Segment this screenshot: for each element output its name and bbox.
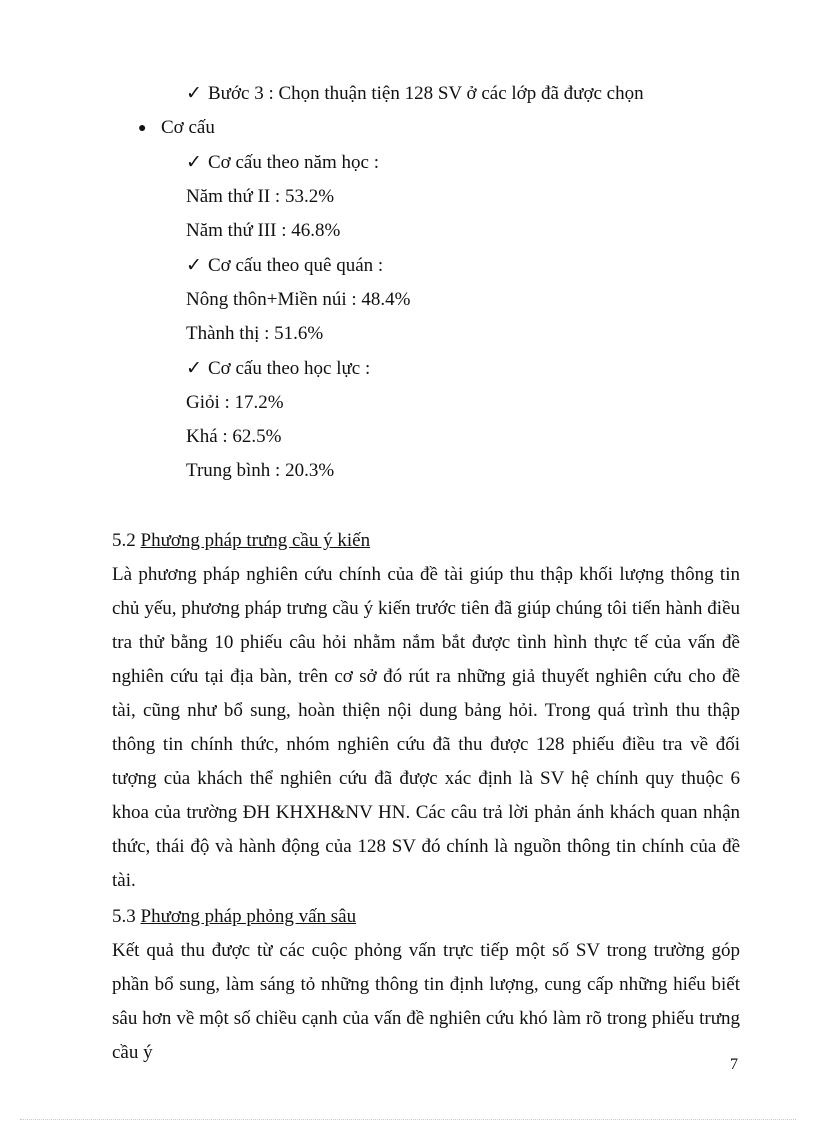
checkmark-icon: ✓ (186, 152, 202, 173)
by-grade-label-line (186, 357, 370, 381)
section-5-3-title: Phương pháp phỏng vấn sâu (140, 906, 357, 927)
by-grade-item: Trung bình : 20.3% (186, 460, 335, 481)
by-hometown-item: Nông thôn+Miền núi : 48.4% (186, 289, 411, 310)
by-grade-item: Giỏi : 17.2% (186, 392, 284, 413)
section-5-2-body: Là phương pháp nghiên cứu chính của đề tài giúp thu thập khối lượng thông tin chủ yếu, phương pháp trưng cầu ý kiến trước tiên đã giúp chúng tôi tiến hành điều tra thử bằng 10 phiếu câu hỏi nhằm nắm bắt được tình hình thực tế của vấn đề nghiên cứu tại địa bàn, trên cơ sở đó rút ra những giả thuyết nghiên cứu cho đề tài, cũng như bổ sung, hoàn thiện nội dung bảng hỏi. Trong quá trình thu thập thông tin chính thức, nhóm nghiên cứu đã thu được 128 phiếu điều tra về đối tượng của khách thể nghiên cứu đã được xác định là SV hệ chính quy thuộc 6 khoa của trường ĐH KHXH&NV HN. Các câu trả lời phản ánh khách quan nhận thức, thái độ và hành động của 128 SV đó chính là nguồn thông tin chính của đề tài. (112, 564, 740, 891)
bullet-icon: ● (138, 121, 147, 136)
by-year-item: Năm thứ II : 53.2% (186, 186, 335, 207)
section-5-3-heading (112, 905, 356, 929)
by-year-label-line (186, 151, 379, 175)
by-grade-label: Cơ cấu theo học lực : (208, 358, 371, 379)
step-3-line (186, 82, 644, 106)
page-number: 7 (730, 1056, 738, 1073)
section-5-2-heading (112, 529, 370, 553)
section-5-2-title: Phương pháp trưng cầu ý kiến (140, 530, 371, 551)
checkmark-icon: ✓ (186, 358, 202, 379)
structure-heading: Cơ cấu (161, 117, 215, 138)
by-grade-item: Khá : 62.5% (186, 426, 282, 447)
by-hometown-label-line (186, 254, 383, 278)
step-3-text: Bước 3 : Chọn thuận tiện 128 SV ở các lớp đã được chọn (208, 83, 644, 104)
section-5-2-number: 5.2 (112, 530, 136, 551)
section-5-3-body: Kết quả thu được từ các cuộc phỏng vấn trực tiếp một số SV trong trường góp phần bổ sung, làm sáng tỏ những thông tin định lượng, cung cấp những hiểu biết sâu hơn về một số chiều cạnh của vấn đề nghiên cứu khó làm rõ trong phiếu trưng cầu ý (112, 940, 740, 1063)
by-year-label: Cơ cấu theo năm học : (208, 152, 379, 173)
checkmark-icon: ✓ (186, 255, 202, 276)
page-bottom-divider (20, 1119, 796, 1120)
by-hometown-item: Thành thị : 51.6% (186, 323, 324, 344)
by-hometown-label: Cơ cấu theo quê quán : (208, 255, 384, 276)
section-5-3-number: 5.3 (112, 906, 136, 927)
checkmark-icon: ✓ (186, 83, 202, 104)
by-year-item: Năm thứ III : 46.8% (186, 220, 341, 241)
